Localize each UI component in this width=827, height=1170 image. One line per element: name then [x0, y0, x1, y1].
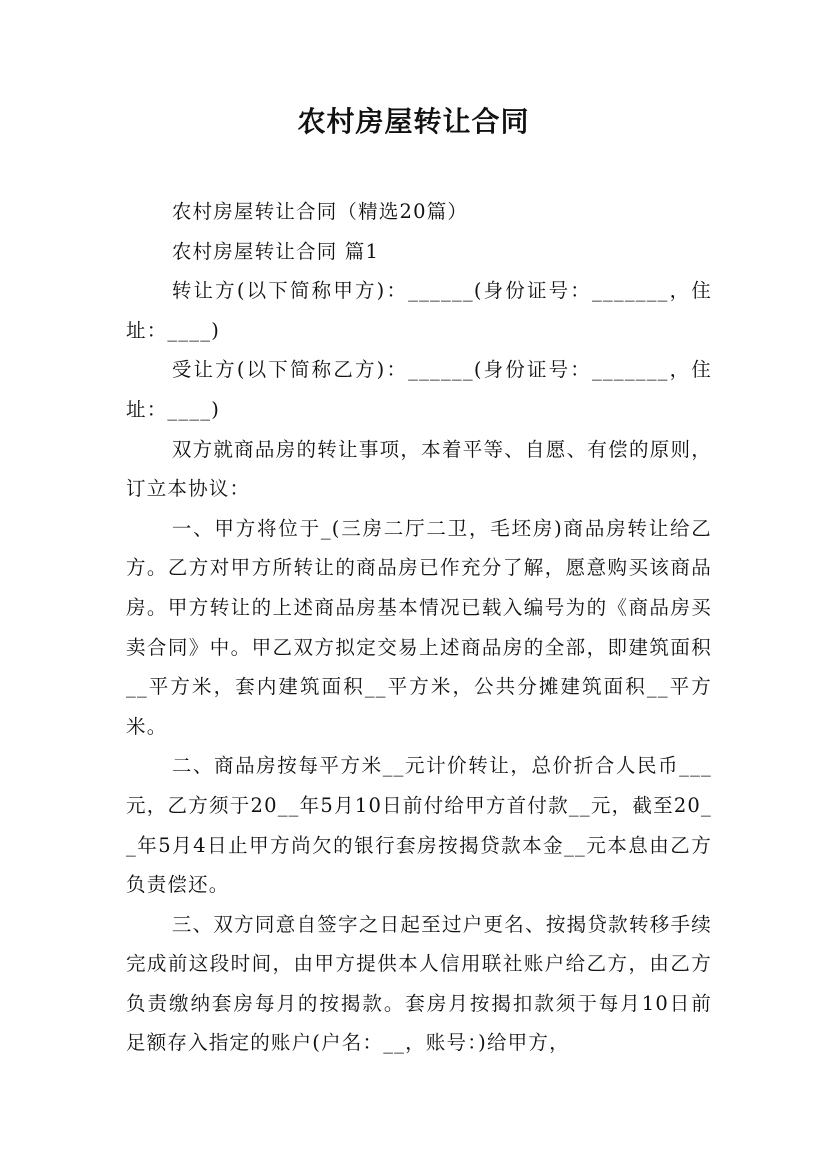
section-heading-paragraph: 农村房屋转让合同 篇1 — [171, 239, 380, 263]
subtitle-paragraph: 农村房屋转让合同（精选20篇） — [171, 200, 469, 223]
document-title: 农村房屋转让合同 — [297, 105, 530, 138]
preamble-paragraph: 双方就商品房的转让事项，本着平等、自愿、有偿的原则，订立本协议： — [126, 437, 712, 501]
clause-three-paragraph: 三、双方同意自签字之日起至过户更名、按揭贷款转移手续完成前这段时间，由甲方提供本人信用联社账户给乙方，由乙方负责缴纳套房每月的按揭款。套房月按揭扣款须于每月10日前足额存入指定的账户(户名：__，账号：)给甲方， — [126, 912, 712, 1055]
clause-one-paragraph: 一、甲方将位于_(三房二厅二卫，毛坯房)商品房转让给乙方。乙方对甲方所转让的商品房已作充分了解，愿意购买该商品房。甲方转让的上述商品房基本情况已载入编号为的《商品房买卖合同》中。甲乙双方拟定交易上述商品房的全部，即建筑面积__平方米，套内建筑面积__平方米，公共分摊建筑面积__平方米。 — [126, 516, 712, 738]
document-body — [126, 192, 712, 1063]
transferee-paragraph: 受让方(以下简称乙方)：______(身份证号：_______，住址：____) — [126, 358, 712, 421]
clause-two-paragraph: 二、商品房按每平方米__元计价转让，总价折合人民币___元，乙方须于20__年5月10日前付给甲方首付款__元，截至20__年5月4日止甲方尚欠的银行套房按揭贷款本金__元本息由乙方负责偿还。 — [126, 754, 712, 897]
transferor-paragraph: 转让方(以下简称甲方)：______(身份证号：_______，住址：____) — [126, 279, 712, 342]
